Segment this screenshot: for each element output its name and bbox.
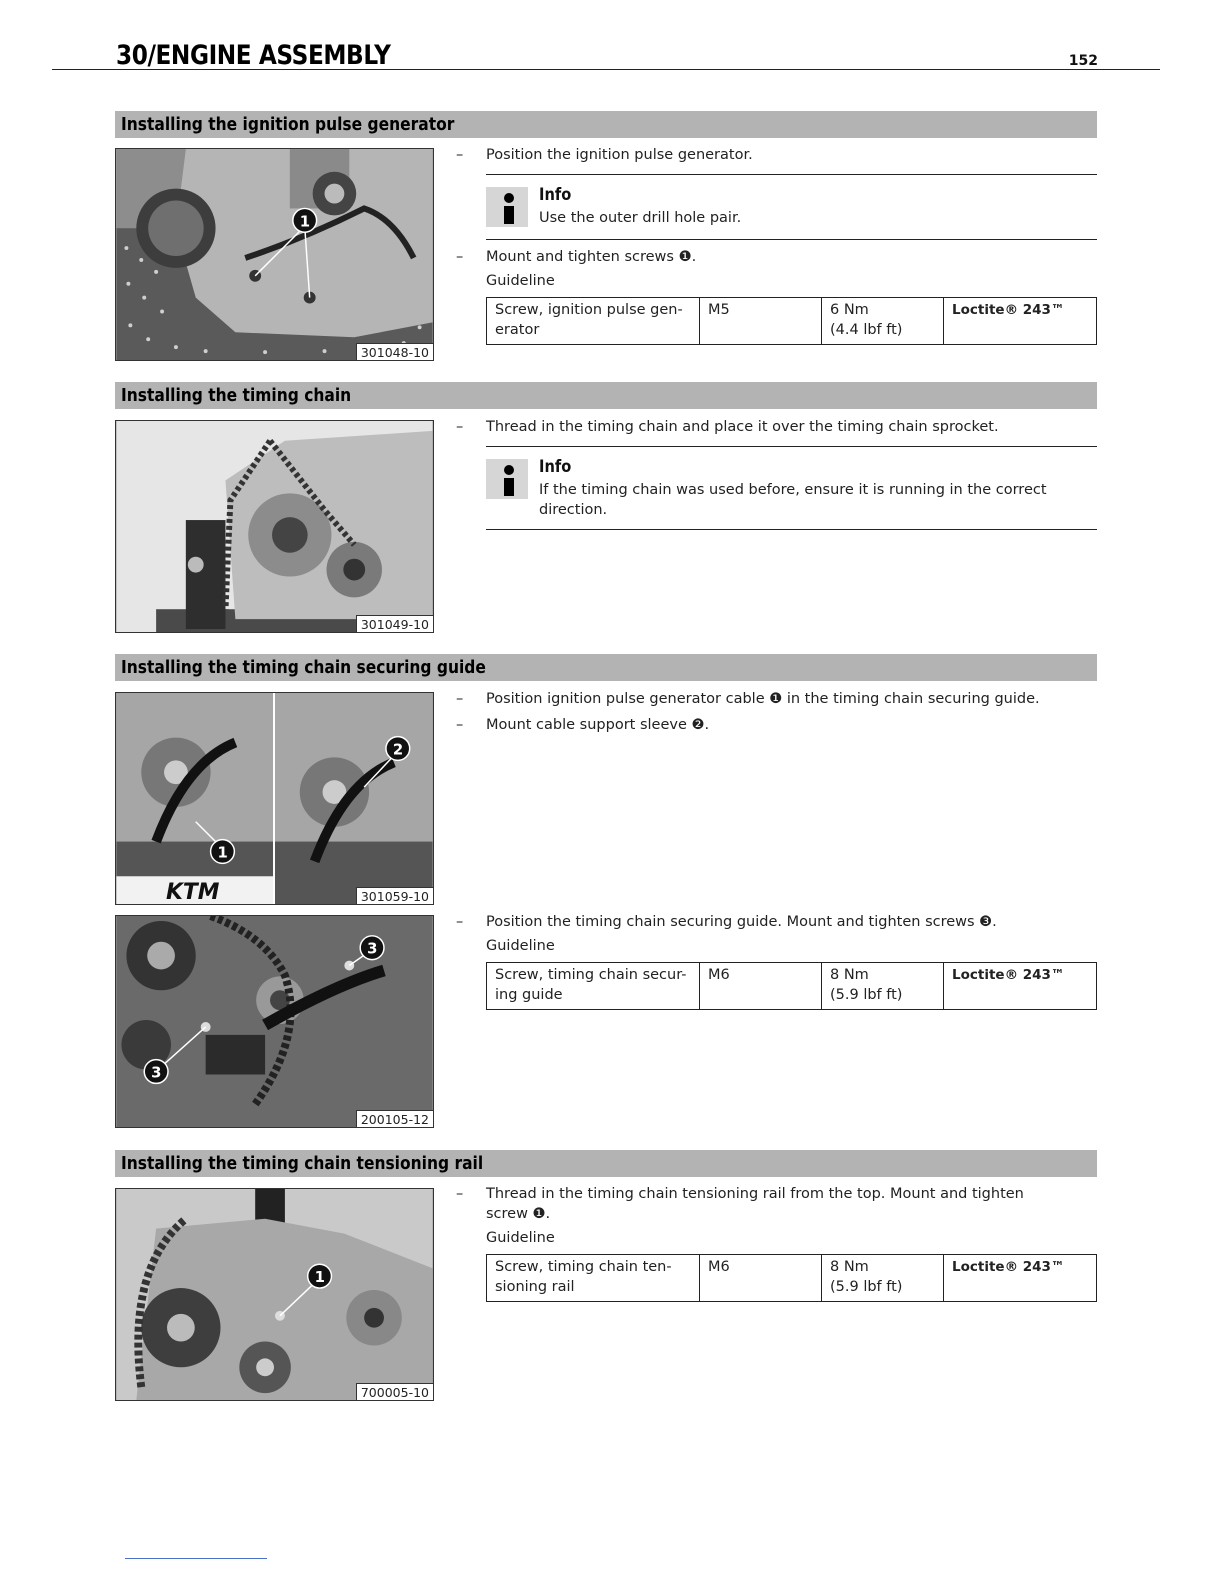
info-text: Use the outer drill hole pair.: [539, 210, 742, 226]
photo-timing-chain: [115, 420, 434, 633]
engine-photo-illustration: [116, 693, 433, 904]
info-text: If the timing chain was used before, ensure it is running in the correct direction.: [539, 482, 1047, 518]
photo-securing-guide-screws: [115, 915, 434, 1128]
info-box-chain-direction: [486, 446, 1097, 530]
guideline-label: Guideline: [486, 938, 555, 954]
spec-table-securing-guide: [486, 962, 1097, 1010]
callout-2: [386, 737, 410, 761]
photo-id: 700005-10: [356, 1383, 433, 1400]
photo-securing-guide-cable: [115, 692, 434, 905]
section-heading-tensioning-rail: Installing the timing chain tensioning rail: [115, 1150, 1097, 1177]
svg-text:3: 3: [367, 939, 378, 958]
spec-part: Screw, timing chain ten- sioning rail: [487, 1255, 700, 1302]
spec-compound: Loctite® 243™: [944, 298, 1097, 345]
section-heading-timing-chain: Installing the timing chain: [115, 382, 1097, 409]
engine-photo-illustration: [116, 916, 433, 1127]
callout-1: [211, 840, 235, 864]
chapter-title: 30/ENGINE ASSEMBLY: [116, 40, 391, 71]
spec-thread: M6: [700, 963, 822, 1010]
guideline-label: Guideline: [486, 273, 555, 289]
spec-part: Screw, ignition pulse gen- erator: [487, 298, 700, 345]
spec-thread: M6: [700, 1255, 822, 1302]
spec-torque: 8 Nm (5.9 lbf ft): [822, 1255, 944, 1302]
section-heading-securing-guide: Installing the timing chain securing guide: [115, 654, 1097, 681]
info-icon: [486, 187, 528, 227]
spec-table-tensioning-rail: [486, 1254, 1097, 1302]
info-title: Info: [539, 457, 572, 477]
svg-text:2: 2: [392, 740, 404, 759]
callout-3-bottom: [144, 1060, 168, 1084]
photo-id: 301059-10: [356, 887, 433, 904]
photo-ignition-pulse-generator: [115, 148, 434, 361]
spec-part: Screw, timing chain secur- ing guide: [487, 963, 700, 1010]
spec-thread: M5: [700, 298, 822, 345]
spec-compound: Loctite® 243™: [944, 963, 1097, 1010]
callout-3-top: [360, 936, 384, 960]
svg-text:1: 1: [314, 1268, 325, 1287]
page-number: 152: [1068, 53, 1098, 69]
photo-tensioning-rail: [115, 1188, 434, 1401]
spec-torque: 6 Nm (4.4 lbf ft): [822, 298, 944, 345]
guideline-label: Guideline: [486, 1230, 555, 1246]
photo-id: 301048-10: [356, 343, 433, 360]
callout-1: [293, 208, 317, 232]
svg-text:1: 1: [299, 212, 311, 231]
photo-id: 200105-12: [356, 1110, 433, 1127]
page-header: [52, 40, 1160, 70]
info-icon: [486, 459, 528, 499]
svg-text:3: 3: [151, 1063, 162, 1082]
photo-id: 301049-10: [356, 615, 433, 632]
spec-table-ignition-pulse-generator: [486, 297, 1097, 345]
svg-text:KTM: KTM: [166, 880, 220, 904]
info-title: Info: [539, 185, 572, 205]
engine-photo-illustration: [116, 1189, 433, 1400]
spec-torque: 8 Nm (5.9 lbf ft): [822, 963, 944, 1010]
info-box-drill-hole: [486, 174, 1097, 240]
section-heading-ignition-pulse-generator: Installing the ignition pulse generator: [115, 111, 1097, 138]
spec-compound: Loctite® 243™: [944, 1255, 1097, 1302]
svg-text:1: 1: [217, 843, 228, 862]
callout-1: [308, 1264, 332, 1288]
engine-photo-illustration: [116, 149, 433, 360]
footer-rule: [125, 1558, 267, 1559]
engine-photo-illustration: [116, 421, 433, 632]
